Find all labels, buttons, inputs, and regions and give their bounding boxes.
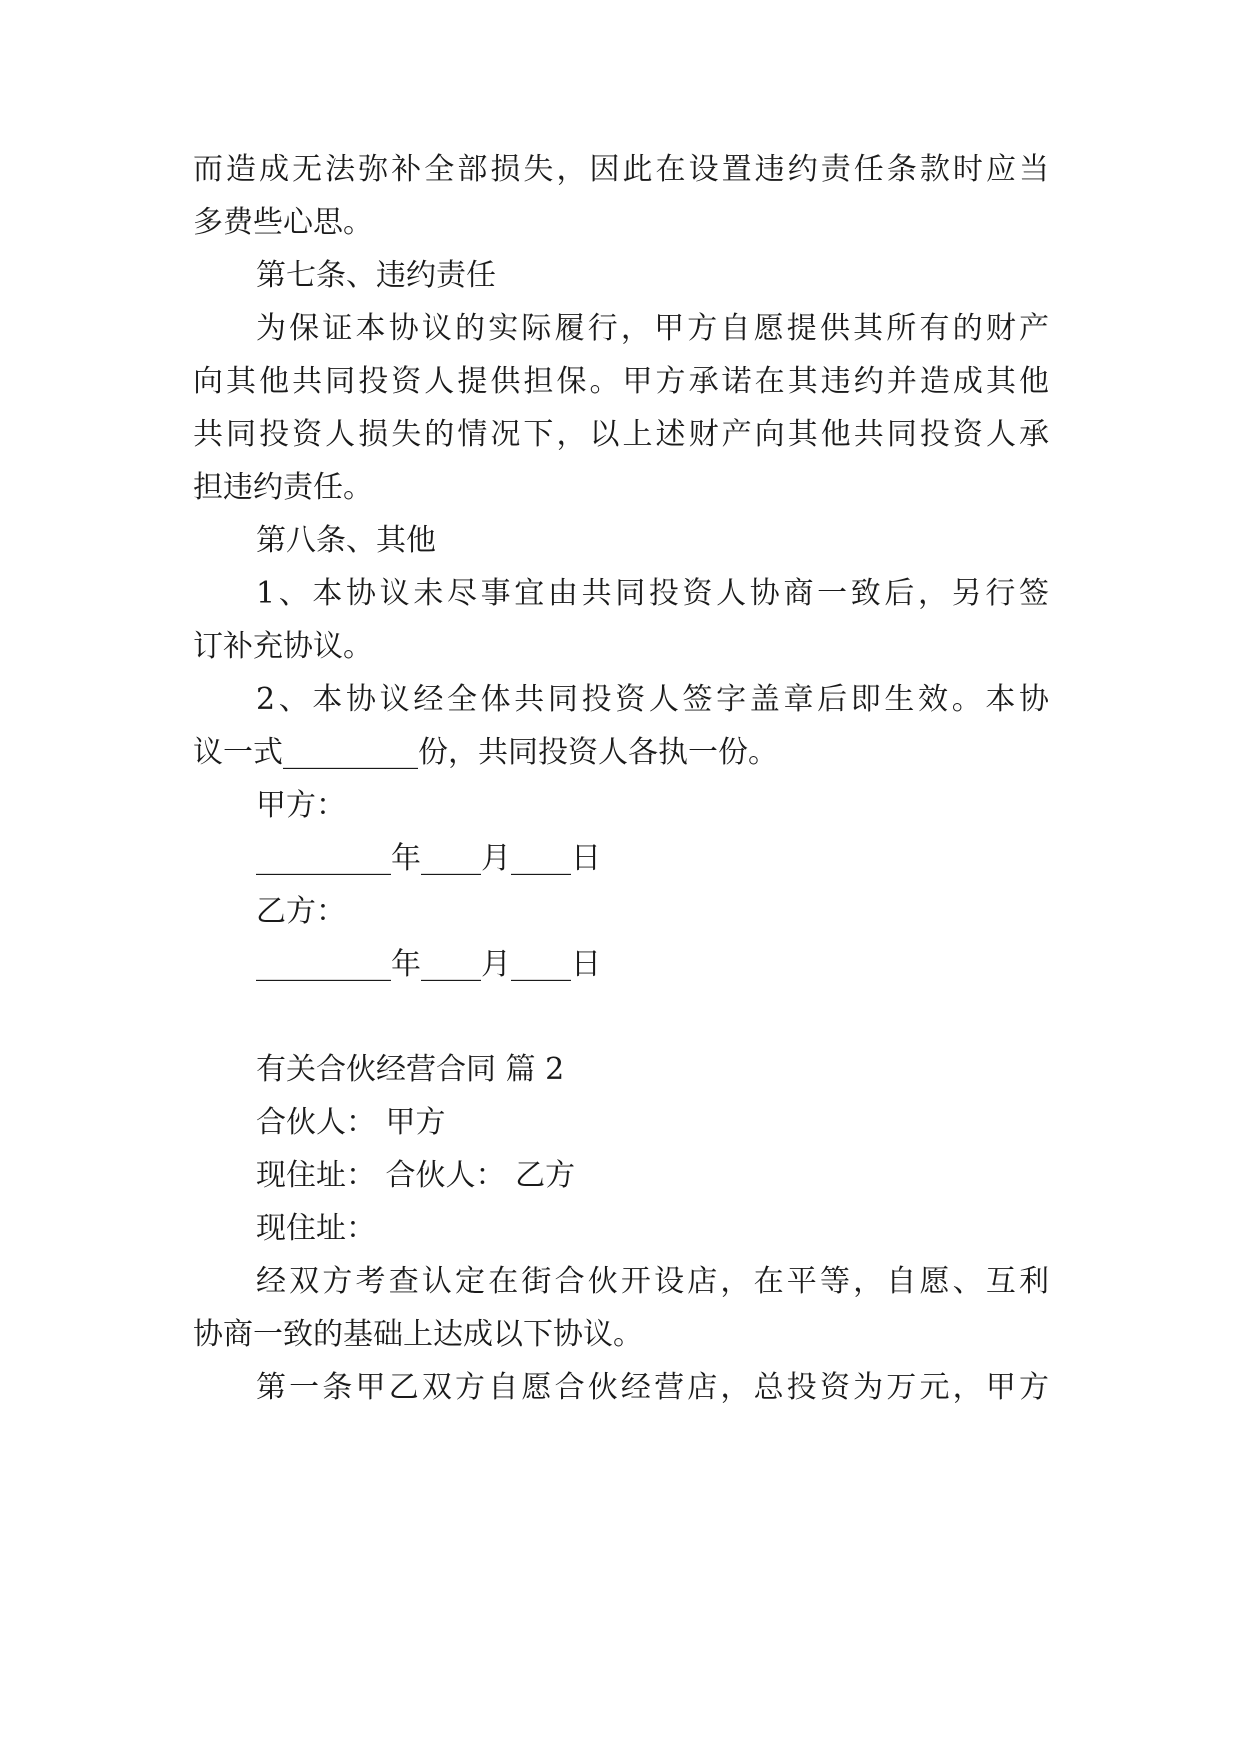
paragraph-line: 现住址： 合伙人： 乙方	[256, 1158, 576, 1193]
party-b-label: 乙方：	[256, 894, 346, 929]
party-b-date: _________年____月____日	[256, 947, 601, 982]
section-title: 有关合伙经营合同 篇 2	[256, 1052, 565, 1087]
paragraph-line: 订补充协议。	[193, 629, 373, 664]
paragraph-line: 协商一致的基础上达成以下协议。	[193, 1317, 643, 1352]
paragraph-line: 1、本协议未尽事宜由共同投资人协商一致后，另行签	[256, 576, 1049, 611]
party-a-date: _________年____月____日	[256, 841, 601, 876]
paragraph-line: 议一式_________份，共同投资人各执一份。	[193, 735, 778, 770]
paragraph-line: 2、本协议经全体共同投资人签字盖章后即生效。本协	[256, 682, 1049, 717]
paragraph-line: 为保证本协议的实际履行，甲方自愿提供其所有的财产	[256, 311, 1049, 346]
party-a-label: 甲方：	[256, 788, 346, 823]
paragraph-line: 合伙人： 甲方	[256, 1105, 446, 1140]
paragraph-line: 担违约责任。	[193, 470, 373, 505]
article-heading: 第八条、其他	[256, 523, 436, 558]
paragraph-line: 共同投资人损失的情况下，以上述财产向其他共同投资人承	[193, 417, 1049, 452]
paragraph-line: 而造成无法弥补全部损失，因此在设置违约责任条款时应当	[193, 152, 1049, 187]
paragraph-line: 多费些心思。	[193, 205, 373, 240]
paragraph-line: 经双方考查认定在街合伙开设店，在平等，自愿、互利	[256, 1264, 1049, 1299]
paragraph-line: 第一条甲乙双方自愿合伙经营店，总投资为万元，甲方	[256, 1370, 1049, 1405]
paragraph-line: 向其他共同投资人提供担保。甲方承诺在其违约并造成其他	[193, 364, 1049, 399]
paragraph-line: 现住址：	[256, 1211, 376, 1246]
article-heading: 第七条、违约责任	[256, 258, 496, 293]
